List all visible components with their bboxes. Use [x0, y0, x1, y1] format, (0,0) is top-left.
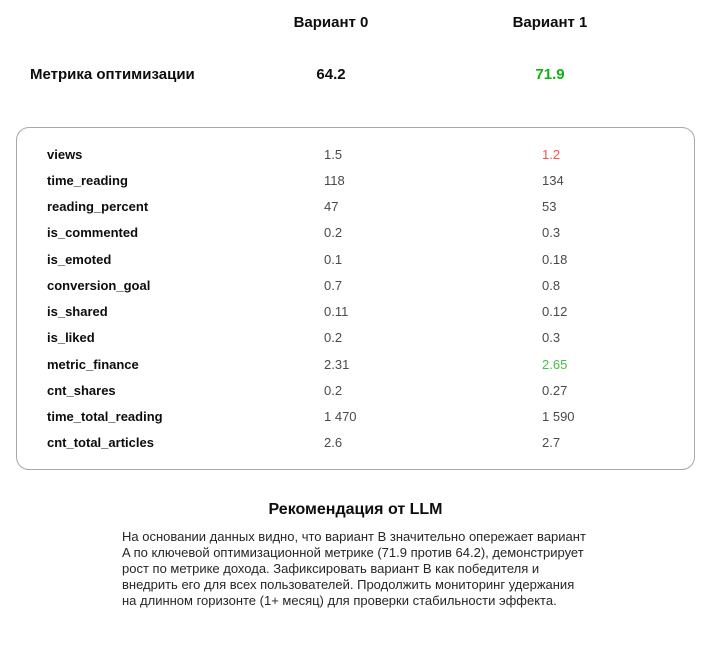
metric-row	[17, 404, 694, 430]
metric-row	[17, 351, 694, 377]
metric-row	[17, 246, 694, 272]
metric-row	[17, 167, 694, 193]
metric-value-variant0: 1 470	[324, 409, 357, 425]
metric-name: is_emoted	[47, 251, 112, 267]
metric-value-variant0: 1.5	[324, 146, 343, 162]
metric-value-variant1: 1 590	[542, 409, 575, 425]
optimization-metric-value-variant1: 71.9	[535, 66, 565, 83]
metric-value-variant1: 2.7	[542, 435, 561, 451]
metric-value-variant0: 0.11	[324, 304, 349, 320]
metric-name: views	[47, 146, 83, 162]
metric-value-variant1: 53	[542, 199, 557, 215]
metric-name: cnt_total_articles	[47, 435, 154, 451]
metric-name: metric_finance	[47, 356, 139, 372]
optimization-metric-label: Метрика оптимизации	[30, 66, 195, 83]
metric-value-variant1: 0.8	[542, 277, 561, 293]
metric-name: cnt_shares	[47, 382, 116, 398]
metric-value-variant0: 0.2	[324, 382, 343, 398]
metric-name: is_commented	[47, 225, 139, 241]
metrics-panel	[16, 127, 695, 470]
metric-value-variant0: 0.2	[324, 225, 343, 241]
metric-value-variant0: 118	[324, 172, 345, 188]
metric-value-variant1: 0.18	[542, 251, 568, 267]
metric-name: time_total_reading	[47, 409, 163, 425]
metric-name: reading_percent	[47, 199, 149, 215]
metric-value-variant1: 0.3	[542, 225, 561, 241]
metric-value-variant0: 2.31	[324, 356, 350, 372]
metric-row	[17, 141, 694, 167]
metric-row	[17, 377, 694, 403]
metric-value-variant0: 0.1	[324, 251, 343, 267]
recommendation-text: На основании данных видно, что вариант B значительно опережает вариант A по ключевой оптимизационной метрике (71.9 против 64.2), демонстрирует рост по метрике дохода. Зафиксировать вариант B как победителя и внедрить его для всех пользователей. Продолжить мониторинг удержания на длинном горизонте (1+ месяц) для проверки стабильности эффекта.	[122, 529, 586, 608]
metric-name: is_liked	[47, 330, 95, 346]
metric-value-variant1: 134	[542, 172, 564, 188]
metric-row	[17, 325, 694, 351]
metric-value-variant1: 0.3	[542, 330, 561, 346]
metric-value-variant1: 1.2	[542, 146, 561, 162]
metric-value-variant0: 47	[324, 199, 339, 215]
metric-row	[17, 220, 694, 246]
metric-value-variant1: 0.12	[542, 304, 568, 320]
metric-row	[17, 194, 694, 220]
recommendation-title: Рекомендация от LLM	[268, 501, 443, 518]
metric-row	[17, 299, 694, 325]
metric-name: conversion_goal	[47, 277, 151, 293]
metric-value-variant0: 0.2	[324, 330, 343, 346]
metric-row	[17, 272, 694, 298]
metric-value-variant1: 2.65	[542, 356, 568, 372]
metric-row	[17, 430, 694, 456]
metric-value-variant0: 0.7	[324, 277, 343, 293]
optimization-metric-value-variant0: 64.2	[316, 66, 346, 83]
metric-name: is_shared	[47, 304, 108, 320]
metric-value-variant0: 2.6	[324, 435, 343, 451]
metric-name: time_reading	[47, 172, 128, 188]
variant1-column-header: Вариант 1	[512, 14, 588, 31]
metric-value-variant1: 0.27	[542, 382, 568, 398]
variant0-column-header: Вариант 0	[293, 14, 369, 31]
